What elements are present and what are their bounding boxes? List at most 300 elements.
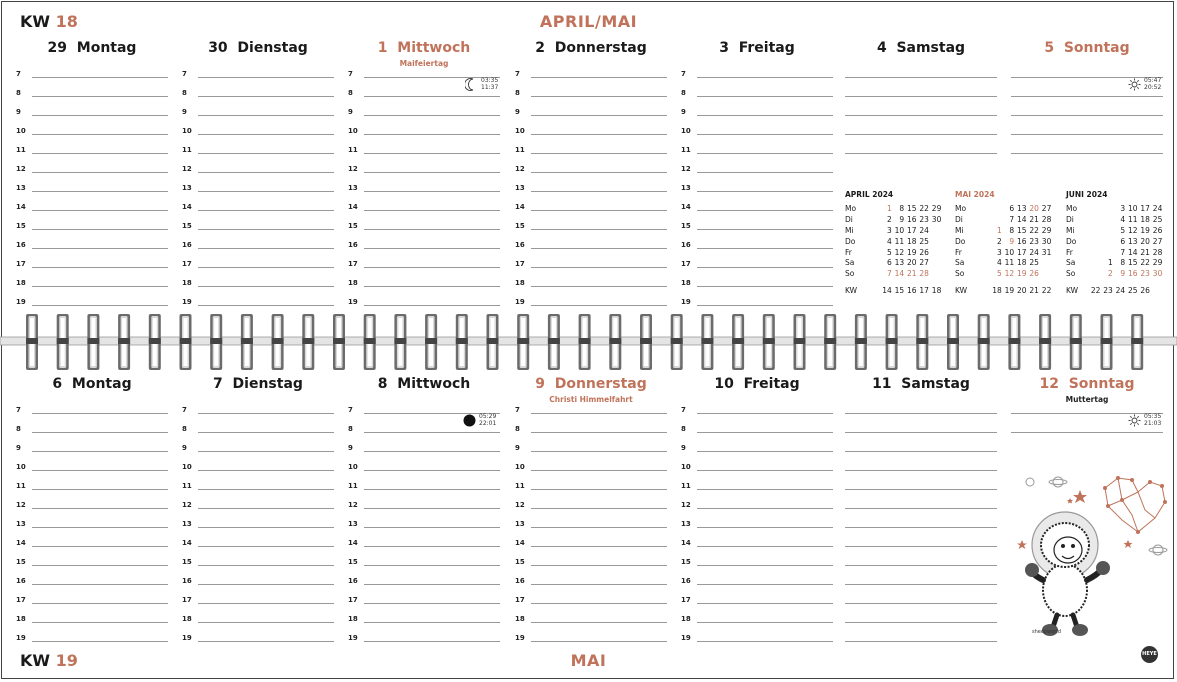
write-line (364, 432, 500, 433)
time-slot-line[interactable] (681, 398, 833, 417)
time-slot-line[interactable] (348, 474, 500, 493)
hour-label: 9 (182, 108, 187, 116)
write-line (845, 603, 997, 604)
hour-label: 8 (182, 89, 187, 97)
moonrise-moonset (465, 77, 498, 91)
astro-times (1144, 77, 1161, 91)
astro-times (481, 77, 498, 91)
hour-label: 15 (681, 558, 691, 566)
time-slot-line[interactable] (845, 607, 997, 626)
time-slot-line[interactable] (845, 531, 997, 550)
hour-label: 16 (348, 241, 358, 249)
date-cell: 23 (1029, 236, 1039, 246)
write-line (697, 584, 833, 585)
hour-label: 14 (16, 539, 26, 547)
write-line (845, 508, 997, 509)
time-slot-line[interactable] (681, 436, 833, 455)
hour-label: 10 (515, 463, 525, 471)
hour-label: 8 (16, 425, 21, 433)
hour-label: 15 (348, 558, 358, 566)
date-cell: 18 (1017, 258, 1027, 268)
kw-label: KW (955, 286, 968, 296)
hour-label: 18 (515, 615, 525, 623)
date-cell: 14 (1128, 247, 1138, 257)
weekday-label: Fr (1066, 247, 1073, 257)
write-line (198, 413, 334, 414)
time-slot-line[interactable] (681, 531, 833, 550)
hour-label: 13 (348, 520, 358, 528)
date-cell: 7 (1009, 214, 1015, 224)
day-name: Freitag (743, 376, 800, 392)
date-cell: 25 (919, 236, 929, 246)
time-slot-line[interactable] (16, 398, 168, 417)
hour-label: 13 (182, 520, 192, 528)
time-slot-line[interactable] (515, 474, 667, 493)
mini-calendar-mai (955, 190, 1051, 297)
weekday-label: Mi (845, 225, 854, 235)
time-slot-line[interactable] (681, 417, 833, 436)
hour-label: 11 (182, 482, 192, 490)
write-line (198, 641, 334, 642)
hour-label: 8 (16, 89, 21, 97)
time-slot-line[interactable] (845, 455, 997, 474)
week-number-cell (867, 286, 879, 297)
date-cell (1088, 204, 1100, 215)
time-slot-line[interactable] (182, 474, 334, 493)
time-slot-line[interactable] (16, 417, 168, 436)
weekday-label: Fr (955, 247, 962, 257)
date-cell: 12 (894, 247, 905, 257)
astro-times (1144, 413, 1161, 427)
date-cell: 11 (1128, 214, 1138, 224)
day-number: 4 (876, 40, 887, 56)
time-slot-line[interactable] (348, 588, 500, 607)
date-cell (1088, 237, 1100, 248)
time-slot-line[interactable] (845, 512, 997, 531)
weekday-label: Do (955, 236, 966, 246)
date-cell (867, 215, 879, 226)
time-slot-line[interactable] (348, 626, 500, 645)
hour-label: 12 (182, 165, 192, 173)
date-cell: 17 (907, 225, 917, 235)
write-line (198, 603, 334, 604)
date-cell (1100, 215, 1112, 226)
hour-label: 7 (515, 406, 520, 414)
hour-label: 19 (515, 298, 525, 306)
sunrise-sunset (1128, 413, 1161, 427)
weekday-label: Di (1066, 214, 1074, 224)
date-cell: 2 (887, 214, 892, 224)
date-cell: 10 (1004, 247, 1015, 257)
day-column-samstag (845, 0, 997, 682)
time-slot-line[interactable] (16, 436, 168, 455)
time-slot-line[interactable] (16, 588, 168, 607)
day-number: 3 (719, 40, 729, 56)
sun-icon (1128, 414, 1141, 427)
time-slot-line[interactable] (681, 512, 833, 531)
hour-label: 17 (515, 260, 525, 268)
day-name: Sonntag (1068, 376, 1135, 392)
write-line (845, 641, 997, 642)
time-slot-line[interactable] (348, 493, 500, 512)
date-cell (867, 269, 879, 280)
date-cell: 2 (1108, 269, 1113, 279)
hour-label: 12 (16, 165, 26, 173)
write-line (32, 451, 168, 452)
write-line (32, 527, 168, 528)
write-line (364, 546, 500, 547)
write-line (845, 451, 997, 452)
time-slot-line[interactable] (182, 436, 334, 455)
week-number-cell: 24 (1115, 286, 1126, 296)
day-name: Samstag (901, 376, 970, 392)
time-slot-line[interactable] (348, 436, 500, 455)
date-cell (929, 248, 941, 259)
day-name: Samstag (896, 40, 966, 56)
write-line (531, 565, 667, 566)
week-number-cell: 21 (1029, 286, 1039, 296)
weekday-label: Mi (955, 225, 964, 235)
hour-label: 16 (681, 577, 691, 585)
date-cell: 27 (1152, 236, 1163, 246)
hour-label: 11 (515, 482, 525, 490)
mini-calendar-row (845, 248, 941, 259)
set-time: 20:52 (1144, 84, 1162, 91)
week-number-row (1066, 286, 1162, 297)
week-number-cell: 18 (931, 286, 942, 296)
time-slot-line[interactable] (182, 550, 334, 569)
date-cell: 13 (1017, 203, 1027, 213)
kw-label: KW (20, 12, 51, 31)
write-line (531, 432, 667, 433)
mini-calendar-row (955, 237, 1051, 248)
mini-calendar-title: JUNI 2024 (1066, 190, 1108, 199)
hour-label: 17 (16, 596, 26, 604)
date-cell: 12 (1128, 225, 1138, 235)
time-slot-line[interactable] (515, 455, 667, 474)
time-slot-line[interactable] (515, 512, 667, 531)
write-line (32, 432, 168, 433)
date-cell: 26 (919, 247, 929, 257)
date-cell (1100, 248, 1112, 259)
week-number-cell: 17 (919, 286, 929, 296)
write-line (364, 641, 500, 642)
hour-label: 7 (182, 70, 187, 78)
time-slot-line[interactable] (515, 531, 667, 550)
time-slot-line[interactable] (845, 436, 997, 455)
time-slot-line[interactable] (845, 588, 997, 607)
hour-label: 18 (182, 615, 192, 623)
weekday-label: Mo (955, 203, 967, 213)
weekday-label: Do (1066, 236, 1077, 246)
time-slot-line[interactable] (515, 607, 667, 626)
time-slot-line[interactable] (182, 417, 334, 436)
time-slot-line[interactable] (16, 531, 168, 550)
day-header (1011, 376, 1163, 392)
write-line (697, 508, 833, 509)
date-cell: 2 (997, 236, 1002, 246)
date-cell (989, 204, 1001, 215)
week-number-cell: 25 (1128, 286, 1138, 296)
time-slot-line[interactable] (16, 493, 168, 512)
time-slot-line[interactable] (515, 417, 667, 436)
time-slot-line[interactable] (348, 455, 500, 474)
write-line (531, 451, 667, 452)
day-name: Donnerstag (554, 40, 647, 56)
date-cell (977, 258, 989, 269)
time-slot-line[interactable] (681, 550, 833, 569)
month-title-bottom: MAI (570, 651, 607, 670)
time-slot-line[interactable] (182, 607, 334, 626)
date-cell: 29 (1041, 225, 1052, 235)
day-name: Montag (71, 376, 132, 392)
time-slot-line[interactable] (348, 531, 500, 550)
time-slot-line[interactable] (681, 626, 833, 645)
time-slot-line[interactable] (515, 626, 667, 645)
week-number-cell: 22 (1090, 286, 1101, 296)
hour-label: 17 (182, 260, 192, 268)
time-slot-line[interactable] (182, 512, 334, 531)
write-line (845, 546, 997, 547)
date-cell: 6 (1009, 203, 1015, 213)
time-slot-line[interactable] (16, 607, 168, 626)
date-cell (977, 269, 989, 280)
hour-label: 11 (348, 482, 358, 490)
write-line (198, 584, 334, 585)
day-name: Donnerstag (554, 376, 647, 392)
hour-label: 10 (348, 127, 358, 135)
day-number: 1 (377, 40, 388, 56)
kw-number: 18 (55, 12, 78, 31)
hour-label: 18 (681, 615, 691, 623)
time-slot-line[interactable] (681, 607, 833, 626)
time-slot-line[interactable] (515, 398, 667, 417)
write-line (845, 565, 997, 566)
hour-label: 19 (348, 634, 358, 642)
time-slot-line[interactable] (182, 493, 334, 512)
rise-time: 05:47 (1144, 77, 1162, 84)
write-line (531, 508, 667, 509)
svg-text:sheepworld: sheepworld (1032, 629, 1061, 635)
hour-label: 9 (515, 108, 520, 116)
time-slot-line[interactable] (182, 588, 334, 607)
hour-label: 14 (182, 203, 192, 211)
time-slot-line[interactable] (182, 531, 334, 550)
date-cell (1088, 215, 1100, 226)
time-slot-line[interactable] (681, 493, 833, 512)
time-slot-line[interactable] (182, 455, 334, 474)
mini-calendar-title: MAI 2024 (955, 190, 995, 199)
time-slot-line[interactable] (515, 436, 667, 455)
time-slot-line[interactable] (681, 588, 833, 607)
holiday-label: Christi Himmelfahrt (549, 395, 633, 404)
date-cell: 30 (1152, 269, 1163, 279)
week-number-cell (1150, 286, 1162, 297)
mini-calendar-row (955, 204, 1051, 215)
hour-label: 17 (515, 596, 525, 604)
date-cell (1039, 269, 1051, 280)
hour-label: 19 (182, 634, 192, 642)
day-name: Freitag (738, 40, 795, 56)
week-number-cell (977, 286, 989, 297)
time-slot-line[interactable] (348, 607, 500, 626)
day-name: Dienstag (237, 40, 308, 56)
weekday-label: Sa (955, 258, 965, 268)
write-line (32, 584, 168, 585)
holiday-label: Muttertag (1065, 395, 1109, 404)
hour-label: 16 (515, 241, 525, 249)
date-cell: 17 (1140, 203, 1150, 213)
time-slot-line[interactable] (16, 512, 168, 531)
date-cell: 6 (887, 258, 892, 268)
date-cell: 15 (1128, 258, 1138, 268)
hour-label: 14 (681, 539, 691, 547)
time-slot-line[interactable] (348, 512, 500, 531)
date-cell: 17 (1017, 247, 1027, 257)
day-number: 5 (1044, 40, 1055, 56)
date-cell: 22 (1140, 258, 1150, 268)
date-cell (1100, 237, 1112, 248)
date-cell: 8 (899, 203, 905, 213)
date-cell: 25 (1152, 214, 1163, 224)
kw-label: KW (20, 651, 51, 670)
time-slot-line[interactable] (515, 550, 667, 569)
write-line (198, 622, 334, 623)
time-slot-line[interactable] (845, 417, 997, 436)
hour-label: 8 (681, 425, 686, 433)
hour-label: 15 (182, 558, 192, 566)
date-cell (1100, 204, 1112, 215)
date-cell: 4 (887, 236, 892, 246)
mini-calendar-row (1066, 269, 1162, 280)
hour-label: 16 (182, 577, 192, 585)
date-cell: 3 (1120, 203, 1126, 213)
hour-label: 17 (182, 596, 192, 604)
date-cell: 13 (1128, 236, 1138, 246)
hour-label: 9 (16, 108, 21, 116)
hour-label: 9 (182, 444, 187, 452)
hour-label: 16 (16, 577, 26, 585)
date-cell: 23 (919, 214, 929, 224)
write-line (364, 584, 500, 585)
time-slot-line[interactable] (681, 455, 833, 474)
date-cell: 9 (1120, 269, 1126, 279)
time-slot-line[interactable] (16, 569, 168, 588)
time-slot-line[interactable] (16, 455, 168, 474)
hour-label: 15 (182, 222, 192, 230)
date-cell: 24 (919, 225, 929, 235)
date-cell: 31 (1041, 247, 1052, 257)
date-cell: 29 (931, 203, 942, 213)
hour-label: 19 (515, 634, 525, 642)
date-cell: 12 (1004, 269, 1015, 279)
hour-label: 8 (182, 425, 187, 433)
hour-label: 18 (182, 279, 192, 287)
hour-label: 13 (16, 520, 26, 528)
time-slot-line[interactable] (16, 550, 168, 569)
spiral-ring (333, 314, 345, 370)
hour-label: 16 (515, 577, 525, 585)
write-line (198, 508, 334, 509)
hour-label: 8 (515, 89, 520, 97)
hour-label: 19 (348, 298, 358, 306)
time-slot-line[interactable] (845, 398, 997, 417)
hour-label: 7 (348, 70, 353, 78)
time-slot-line[interactable] (845, 626, 997, 645)
date-cell (1088, 248, 1100, 259)
time-slot-line[interactable] (16, 474, 168, 493)
date-cell (929, 237, 941, 248)
time-slot-line[interactable] (845, 569, 997, 588)
hour-label: 15 (681, 222, 691, 230)
time-slot-line[interactable] (681, 569, 833, 588)
hour-label: 10 (681, 463, 691, 471)
date-cell: 14 (1017, 214, 1027, 224)
date-cell: 16 (1128, 269, 1138, 279)
time-slot-line[interactable] (681, 474, 833, 493)
date-cell: 11 (1004, 258, 1015, 268)
weekday-label: Sa (845, 258, 855, 268)
time-slot-line[interactable] (845, 550, 997, 569)
mini-calendar-row (1066, 215, 1162, 226)
write-line (531, 603, 667, 604)
time-slot-line[interactable] (515, 493, 667, 512)
date-cell (977, 204, 989, 215)
hour-label: 13 (515, 184, 525, 192)
hour-label: 7 (515, 70, 520, 78)
time-slot-line[interactable] (515, 569, 667, 588)
date-cell: 20 (907, 258, 917, 268)
day-number: 6 (52, 376, 63, 392)
time-slot-line[interactable] (845, 493, 997, 512)
time-slot-line[interactable] (182, 398, 334, 417)
time-slot-line[interactable] (182, 569, 334, 588)
time-slot-line[interactable] (845, 474, 997, 493)
date-cell: 22 (919, 203, 929, 213)
date-cell (867, 258, 879, 269)
publisher-badge: HEYE (1141, 646, 1158, 663)
hour-label: 19 (16, 298, 26, 306)
waxing-crescent-moon-icon (465, 78, 478, 91)
time-slot-line[interactable] (182, 626, 334, 645)
write-line (364, 622, 500, 623)
week-number-cell: 26 (1140, 286, 1150, 296)
date-cell: 8 (1120, 258, 1126, 268)
date-cell: 15 (907, 203, 917, 213)
rise-time: 05:29 (479, 413, 497, 420)
mini-calendar-row (845, 226, 941, 237)
hour-label: 13 (16, 184, 26, 192)
hour-label: 17 (16, 260, 26, 268)
sunrise-sunset (1128, 77, 1161, 91)
hour-label: 13 (182, 184, 192, 192)
hour-label: 11 (16, 482, 26, 490)
date-cell: 27 (919, 258, 929, 268)
date-cell: 6 (1120, 236, 1126, 246)
time-slot-line[interactable] (515, 588, 667, 607)
time-slot-line[interactable] (348, 550, 500, 569)
write-line (32, 641, 168, 642)
date-cell (1088, 258, 1100, 269)
date-cell: 21 (1140, 247, 1150, 257)
weekday-label: Mo (1066, 203, 1078, 213)
date-cell: 1 (887, 203, 892, 213)
hour-label: 10 (348, 463, 358, 471)
time-slot-line[interactable] (348, 569, 500, 588)
time-slot-line[interactable] (16, 626, 168, 645)
date-cell: 30 (1041, 236, 1052, 246)
hour-label: 10 (16, 463, 26, 471)
